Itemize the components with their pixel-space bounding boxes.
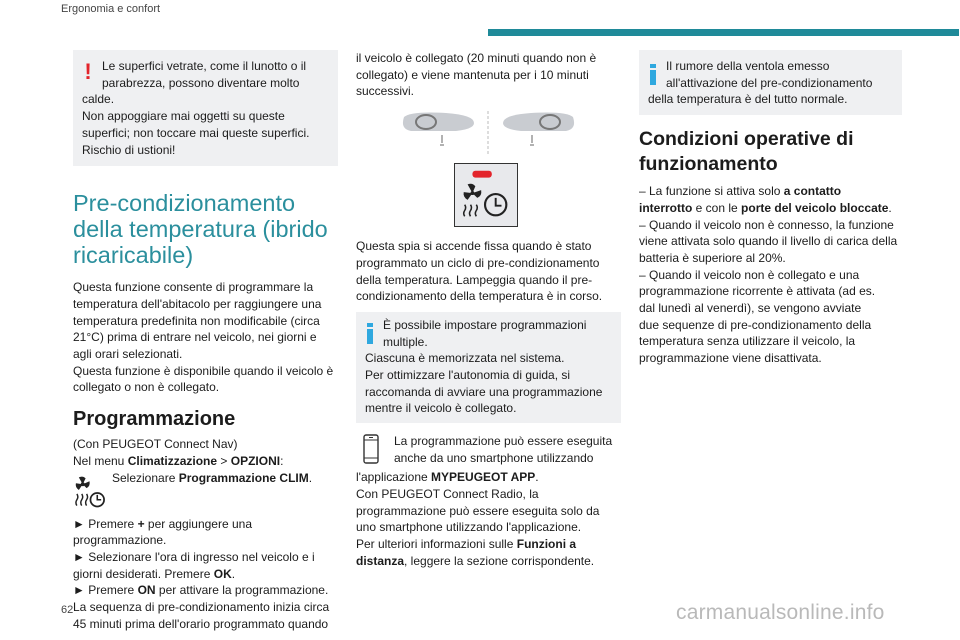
watermark: carmanualsonline.info xyxy=(676,601,885,624)
conditions-heading: Condizioni operative di funzionamento xyxy=(639,128,854,176)
intro-line: collegato o non è collegato. xyxy=(73,380,220,395)
warning-text-line: Rischio di ustioni! xyxy=(82,142,176,157)
step-2: ► Selezionare l'ora di ingresso nel veicolo e i xyxy=(73,549,315,564)
condition-bullet: – Quando il veicolo non è connesso, la funzione xyxy=(639,217,894,232)
warning-text-line: Non appoggiare mai oggetti su queste xyxy=(82,109,285,124)
warning-box xyxy=(73,50,338,166)
nav-note: (Con PEUGEOT Connect Nav) xyxy=(73,437,238,452)
fan-clock-icon xyxy=(73,472,106,510)
condition-bullet-cont: dal lunedì al venerdì), se vengono avviate xyxy=(639,301,862,316)
continuation-line: il veicolo è collegato (20 minuti quando non è xyxy=(356,51,597,65)
warning-text-line: parabrezza, possono diventare molto xyxy=(102,75,300,90)
intro-line: temperatura predefinita non modificabile (circa xyxy=(73,313,320,328)
continuation-line: successivi. xyxy=(356,84,415,99)
warning-text-line: calde. xyxy=(82,92,115,107)
step-1: ► Premere + per aggiungere una xyxy=(73,516,252,531)
lamp-description: Questa spia si accende fissa quando è stato xyxy=(356,239,592,254)
condition-bullet-cont: programmazione viene disattivata. xyxy=(639,351,822,366)
page-number: 62 xyxy=(61,604,74,616)
intro-line: Questa funzione è disponibile quando il veicolo è xyxy=(73,363,334,378)
info-box-fan-noise: Il rumore della ventola emesso all'attivazione del pre-condizionamento della temperatura è del tutto normale. xyxy=(639,50,902,115)
sequence-line: La sequenza di pre-condizionamento inizia circa xyxy=(73,600,330,615)
header-section-title: Ergonomia e confort xyxy=(61,3,161,15)
warning-text-line: superfici; non toccare mai queste superfici. xyxy=(82,125,310,140)
dashboard-steering-icon xyxy=(356,107,621,159)
fan-clock-warning-lamp-icon xyxy=(455,164,517,226)
column-1 xyxy=(73,50,338,632)
section-title: Pre-condizionamento della temperatura (ibrido ricaricabile) xyxy=(73,190,328,269)
info-box-multiple: È possibile impostare programmazioni multiple. Ciascuna è memorizzata nel sistema. Per ottimizzare l'autonomia di guida, si raccomanda di avviare una programmazione mentre il veicolo è collegato. xyxy=(356,312,621,423)
select-instruction: Selezionare Programmazione CLIM. xyxy=(112,470,313,485)
info-icon xyxy=(365,323,375,345)
smartphone-icon xyxy=(356,433,386,467)
step-1-cont: programmazione. xyxy=(73,533,167,548)
continuation-line: collegato) e viene mantenuta per i 10 minuti xyxy=(356,67,589,82)
step-2-cont: giorni desiderati. Premere OK. xyxy=(73,566,236,581)
condition-bullet-cont: programmazione ricorrente è attivata (ad es. xyxy=(639,284,876,299)
lamp-description: della temperatura. Lampeggia quando il pre- xyxy=(356,272,593,287)
condition-bullet: – La funzione si attiva solo a contatto xyxy=(639,184,842,199)
condition-bullet-cont: due sequenze di pre-condizionamento della xyxy=(639,317,872,332)
lamp-description: condizionamento della temperatura è in corso. xyxy=(356,289,603,304)
programmazione-heading: Programmazione xyxy=(73,408,236,431)
column-3 xyxy=(639,50,902,367)
intro-line: temperatura dell'abitacolo per raggiungere una xyxy=(73,296,322,311)
step-3: ► Premere ON per attivare la programmazione. xyxy=(73,583,329,598)
smartphone-note: La programmazione può essere eseguita anche da uno smartphone utilizzando l'applicazione MYPEUGEOT APP. Con PEUGEOT Connect Radio, la programmazione può essere eseguita solo da uno smartphone utilizzando l'applicazione. Per ulteriori informazioni sulle Funzioni a distanza, leggere la sezione corrispondente. xyxy=(356,434,613,568)
intro-line: Questa funzione consente di programmare la xyxy=(73,280,314,295)
condition-bullet-cont: interrotto e con le porte del veicolo bloccate. xyxy=(639,200,892,215)
header-accent-bar xyxy=(488,29,959,36)
condition-bullet-cont: temperatura senza utilizzare il veicolo, la xyxy=(639,334,856,349)
sequence-line: 45 minuti prima dell'orario programmato quando xyxy=(73,616,329,631)
steering-illustration xyxy=(356,107,621,159)
condition-bullet: – Quando il veicolo non è collegato e una xyxy=(639,267,860,282)
exclamation-warning-icon: ! xyxy=(84,59,92,84)
intro-line: agli orari selezionati. xyxy=(73,347,183,362)
lamp-description: programmato un ciclo di pre-condizionamento xyxy=(356,255,600,270)
intro-line: 21°C) prima di entrare nel veicolo, nei giorni e xyxy=(73,330,317,345)
column-2 xyxy=(356,50,621,569)
warning-text-line: Le superfici vetrate, come il lunotto o il xyxy=(102,59,307,73)
indicator-lamp-box xyxy=(454,163,518,227)
condition-bullet-cont: viene attivata solo quando il livello di carica della xyxy=(639,234,898,249)
condition-bullet-cont: batteria è superiore al 20%. xyxy=(639,250,786,265)
info-icon xyxy=(648,64,658,86)
menu-path: Nel menu Climatizzazione > OPZIONI: xyxy=(73,453,284,468)
